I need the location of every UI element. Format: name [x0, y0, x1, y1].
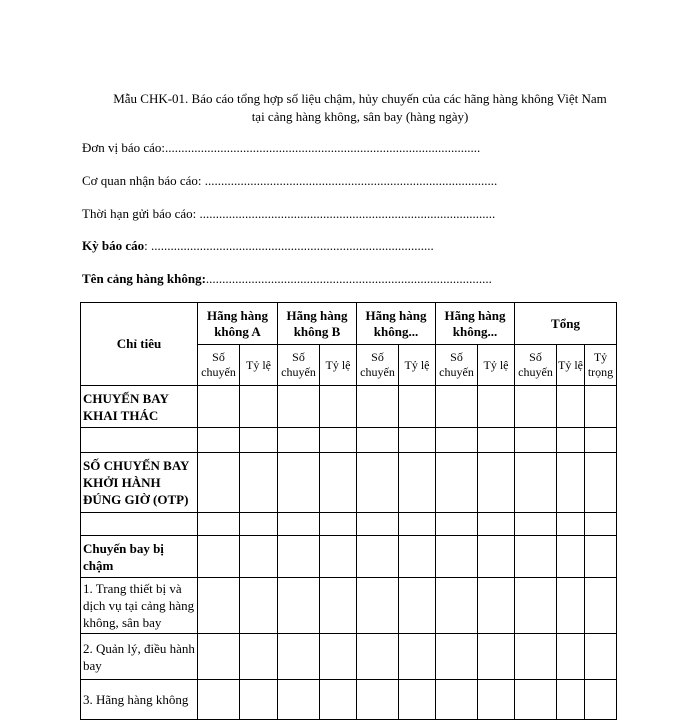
header-airline-a: Hãng hàng không A	[198, 303, 278, 345]
sub-ty-trong: Tỷ trọng	[585, 345, 617, 386]
row-label-delayed-flights: Chuyến bay bị chậm	[81, 536, 198, 578]
sub-so-chuyen: Số chuyến	[515, 345, 557, 386]
row-label-airport-equipment-services: 1. Trang thiết bị và dịch vụ tại cảng hàng không, sân bay	[81, 578, 198, 634]
header-total: Tổng	[515, 303, 617, 345]
sub-so-chuyen: Số chuyến	[436, 345, 478, 386]
field-reporting-unit: Đơn vị báo cáo:.................................................................................................	[82, 140, 481, 155]
report-table	[80, 302, 617, 720]
sub-ty-le: Tỷ lệ	[320, 345, 357, 386]
table-row	[81, 536, 617, 578]
period-dots: : .......................................................................................	[144, 238, 434, 253]
report-title	[60, 90, 660, 126]
header-airline-b: Hãng hàng không B	[278, 303, 357, 345]
table-row	[81, 428, 617, 453]
field-deadline: Thời hạn gửi báo cáo: ...........................................................................................	[82, 206, 496, 221]
sub-so-chuyen: Số chuyến	[278, 345, 320, 386]
period-label: Kỳ báo cáo	[82, 238, 145, 253]
airport-dots: ........................................................................................	[205, 271, 492, 286]
row-label-operated-flights: CHUYẾN BAY KHAI THÁC	[81, 386, 198, 428]
table-row	[81, 453, 617, 513]
field-receiving-agency: Cơ quan nhận báo cáo: ..........................................................................................	[82, 173, 498, 188]
sub-so-chuyen: Số chuyến	[357, 345, 399, 386]
title-line-2: tại cảng hàng không, sân bay (hàng ngày)	[251, 109, 469, 124]
header-chi-tieu: Chỉ tiêu	[81, 303, 198, 386]
field-airport-name	[82, 271, 492, 287]
table-row	[81, 634, 617, 680]
row-label-flight-management: 2. Quản lý, điều hành bay	[81, 634, 198, 680]
header-airline-other-1: Hãng hàng không...	[357, 303, 436, 345]
sub-ty-le: Tỷ lệ	[478, 345, 515, 386]
title-line-1: Mẫu CHK-01. Báo cáo tổng hợp số liệu chậm, hủy chuyến của các hãng hàng không Việt Nam	[113, 91, 607, 106]
field-reporting-period	[82, 238, 434, 254]
table-row	[81, 386, 617, 428]
row-label-airline: 3. Hãng hàng không	[81, 680, 198, 720]
header-airline-other-2: Hãng hàng không...	[436, 303, 515, 345]
sub-ty-le: Tỷ lệ	[399, 345, 436, 386]
table-row	[81, 513, 617, 536]
table-row	[81, 578, 617, 634]
row-label-on-time-departures: SỐ CHUYẾN BAY KHỞI HÀNH ĐÚNG GIỜ (OTP)	[81, 453, 198, 513]
sub-ty-le: Tỷ lệ	[557, 345, 585, 386]
sub-ty-le: Tỷ lệ	[240, 345, 278, 386]
sub-so-chuyen: Số chuyến	[198, 345, 240, 386]
airport-label: Tên cảng hàng không:	[82, 271, 206, 286]
